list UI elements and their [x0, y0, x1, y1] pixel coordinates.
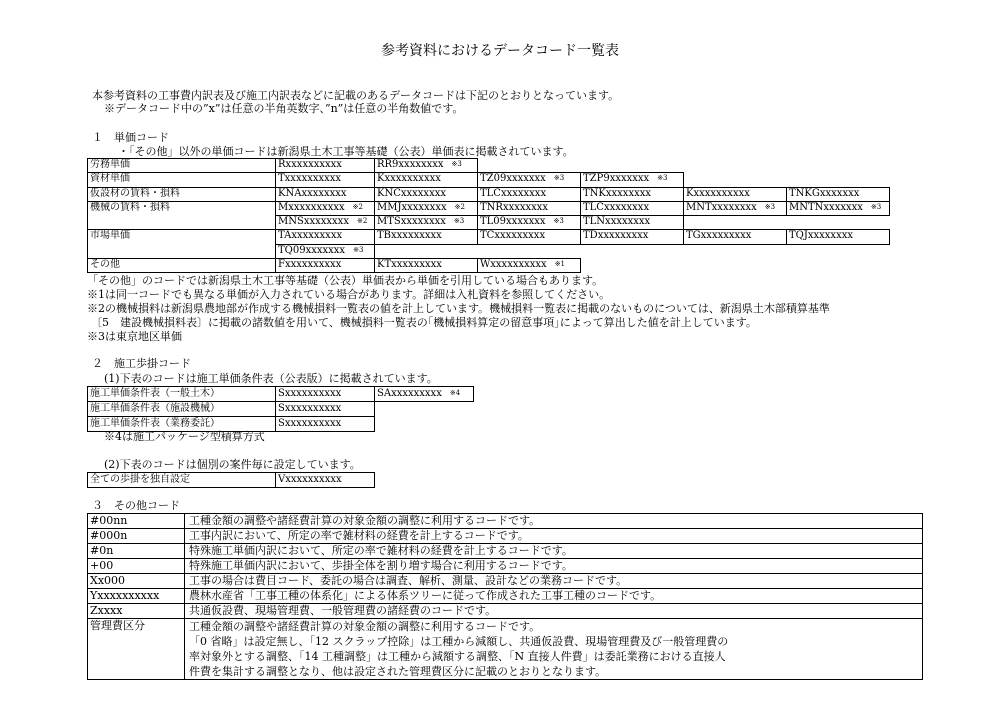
row-label: 仮設材の賃料・損料: [88, 187, 276, 201]
code-cell: [375, 259, 478, 273]
code-value: Sxxxxxxxxxx: [278, 388, 342, 399]
table-row: [88, 473, 375, 488]
other-code: #00nn: [88, 514, 185, 529]
code-value: TGxxxxxxxxx: [686, 230, 752, 242]
code-cell: [375, 216, 478, 230]
desc-line: 件費を集計する調整となり、他は設定された管理費区分に記載のとおりとなります。: [189, 665, 607, 678]
code-cell: [276, 159, 375, 173]
other-code: Xx000: [88, 574, 185, 589]
empty-cell: [478, 159, 581, 173]
code-cell: [276, 230, 375, 244]
table-row: [88, 230, 890, 244]
row-label: その他: [88, 259, 276, 273]
code-value: Kxxxxxxxxxx: [686, 187, 750, 199]
code-cell: [276, 187, 375, 201]
other-desc: [185, 574, 923, 589]
empty-cell: [787, 159, 890, 173]
other-code: #000n: [88, 529, 185, 544]
code-value: Vxxxxxxxxxx: [278, 474, 342, 485]
other-desc: [185, 559, 923, 574]
code-cell: [276, 402, 375, 417]
code-cell: [276, 387, 375, 402]
code-cell: [375, 159, 478, 173]
code-cell: [581, 216, 684, 230]
work-rate-public-table: [87, 386, 474, 432]
code-value: TDxxxxxxxxx: [583, 230, 649, 242]
code-note: ※3: [453, 217, 465, 226]
empty-cell: [375, 244, 478, 258]
code-value: TZ09xxxxxxx: [480, 173, 546, 185]
code-value: TLCxxxxxxxx: [480, 187, 547, 199]
empty-cell: [684, 244, 787, 258]
code-value: TNKxxxxxxxx: [583, 187, 652, 199]
code-note: ※3: [553, 217, 564, 226]
note4: ※4は施工パッケージ型積算方式: [104, 430, 265, 443]
other-desc: [185, 544, 923, 559]
code-value: TCxxxxxxxxx: [480, 230, 546, 242]
code-cell: [581, 201, 684, 215]
code-value: Kxxxxxxxxxx: [377, 173, 441, 185]
empty-cell: [787, 216, 890, 230]
code-value: TL09xxxxxxx: [480, 216, 546, 228]
table-row: [88, 159, 890, 173]
code-cell: [478, 201, 581, 215]
empty-cell: [684, 259, 787, 273]
code-value: TLCxxxxxxxx: [583, 201, 650, 213]
desc-line: 工事の場合は費目コード、委託の場合は調査、解析、測量、設計などの業務コードです。: [189, 574, 628, 587]
section2-sub2: (2)下表のコードは個別の案件毎に設定しています。: [104, 458, 361, 471]
other-desc: [185, 619, 923, 680]
intro-line-1: 本参考資料の工事費内訳表及び施工内訳表などに記載のあるデータコードは下記のとおりとなっています。: [92, 89, 620, 102]
empty-cell: [787, 244, 890, 258]
empty-cell: [581, 159, 684, 173]
table-row: [88, 402, 474, 417]
code-value: MMJxxxxxxxx: [377, 201, 447, 213]
other-desc: [185, 589, 923, 604]
code-note: ※3: [353, 245, 364, 254]
code-value: TQJxxxxxxxx: [789, 230, 853, 242]
code-cell: [276, 259, 375, 273]
row-label: 全ての歩掛を独自設定: [88, 473, 276, 488]
code-note: ※4: [449, 389, 461, 397]
code-cell: [787, 230, 890, 244]
section2-heading: ２ 施工歩掛コード: [92, 357, 191, 370]
code-note: ※3: [764, 202, 776, 211]
row-label: 労務単価: [88, 159, 276, 173]
code-value: KNCxxxxxxxx: [377, 187, 446, 199]
code-cell: [581, 187, 684, 201]
code-cell: [375, 173, 478, 187]
desc-line: 率対象外とする調整、「14 工種調整」は工種から減額する調整、「N 直接人件費」は委託業務における直接人: [189, 650, 726, 663]
code-note: ※2: [352, 202, 363, 211]
code-value: TAxxxxxxxxx: [278, 230, 343, 242]
table-row: [88, 544, 923, 559]
code-cell: [478, 259, 581, 273]
code-cell: [787, 187, 890, 201]
code-cell: [581, 230, 684, 244]
code-cell: [478, 230, 581, 244]
code-value: Fxxxxxxxxxx: [278, 259, 342, 271]
code-cell: [375, 187, 478, 201]
row-label: 機械の賃料・損料: [88, 201, 276, 230]
section1-note: ※2の機械損料は新潟県農地部が作成する機械損料一覧表の値を計上しています。機械損料一覧表に掲載のないものについては、新潟県土木部積算基準: [87, 302, 830, 315]
row-label: 施工単価条件表（一般土木）: [88, 387, 276, 402]
code-value: Sxxxxxxxxxx: [278, 403, 342, 414]
empty-cell: [787, 173, 890, 187]
code-value: MNSxxxxxxxx: [278, 216, 349, 228]
table-row: [88, 387, 474, 402]
table-row: [88, 619, 923, 680]
table-row: [88, 604, 923, 619]
empty-cell: [684, 216, 787, 230]
other-code: 管理費区分: [88, 619, 185, 680]
unit-price-code-table: [87, 158, 890, 273]
table-row: [88, 574, 923, 589]
code-value: Mxxxxxxxxxx: [278, 201, 345, 213]
code-note: ※3: [657, 174, 668, 183]
code-note: ※2: [356, 217, 368, 226]
code-value: MNTxxxxxxxx: [686, 201, 757, 213]
desc-line: 工種金額の調整や諸経費計算の対象金額の調整に利用するコードです。: [189, 620, 541, 633]
code-cell: [276, 216, 375, 230]
table-row: [88, 173, 890, 187]
other-desc: [185, 604, 923, 619]
table-row: [88, 514, 923, 529]
code-cell: [276, 417, 375, 432]
intro-line-2: ※データコード中の”x”は任意の半角英数字、”n”は任意の半角数値です。: [104, 102, 464, 115]
code-cell: [684, 187, 787, 201]
section1-notes: [87, 274, 830, 344]
code-value: SAxxxxxxxxx: [377, 388, 442, 399]
section1-note: ※3は東京地区単価: [87, 330, 182, 343]
code-cell: [478, 187, 581, 201]
empty-cell: [787, 259, 890, 273]
code-cell: [375, 230, 478, 244]
code-note: ※1: [554, 260, 566, 269]
desc-line: 共通仮設費、現場管理費、一般管理費の諸経費のコードです。: [189, 604, 497, 617]
row-label: 市場単価: [88, 230, 276, 259]
code-value: TLNxxxxxxxx: [583, 216, 651, 228]
section1-note: ※1は同一コードでも異なる単価が入力されている場合があります。詳細は入札資料を参照してください。: [87, 288, 611, 301]
page-title: 参考資料におけるデータコード一覧表: [381, 43, 619, 59]
empty-cell: [581, 259, 684, 273]
desc-line: 農林水産省「工事工種の体系化」による体系ツリーに従って作成された工事工種のコードです。: [189, 589, 662, 602]
section3-heading: ３ その他コード: [92, 499, 180, 512]
code-cell: [684, 201, 787, 215]
code-value: MTSxxxxxxxx: [377, 216, 446, 228]
code-value: KTxxxxxxxxx: [377, 259, 442, 271]
code-value: RR9xxxxxxxx: [377, 159, 444, 170]
code-cell: [276, 201, 375, 215]
code-note: ※3: [553, 174, 565, 183]
code-value: TBxxxxxxxxx: [377, 230, 442, 242]
code-cell: [478, 173, 581, 187]
section1-note: 〔5 建設機械損料表〕に掲載の諸数値を用いて、機械損料一覧表の｢機械損料算定の留意事項｣によって算出した値を計上しています。: [91, 316, 757, 329]
other-code: Zxxxx: [88, 604, 185, 619]
row-label: 施工単価条件表（業務委託）: [88, 417, 276, 432]
code-cell: [684, 230, 787, 244]
code-note: ※2: [454, 202, 465, 211]
code-value: TZP9xxxxxxx: [583, 173, 650, 185]
code-value: TQ09xxxxxxx: [278, 244, 346, 256]
code-note: ※3: [451, 160, 462, 168]
desc-line: 特殊施工単価内訳において、歩掛全体を割り増す場合に利用するコードです。: [189, 559, 573, 572]
table-row: [88, 201, 890, 215]
other-code: +00: [88, 559, 185, 574]
empty-cell: [581, 244, 684, 258]
other-desc: [185, 514, 923, 529]
desc-line: 工事内訳において、所定の率で雑材料の経費を計上するコードです。: [189, 529, 529, 542]
section1-note: 「その他」のコードでは新潟県土木工事等基礎（公表）単価表から単価を引用している場合もあります。: [87, 274, 604, 287]
code-cell: [276, 173, 375, 187]
table-row: [88, 187, 890, 201]
code-cell: [375, 201, 478, 215]
code-cell: [276, 244, 375, 258]
code-cell: [276, 473, 375, 488]
code-value: TNRxxxxxxxx: [480, 201, 549, 213]
code-value: Wxxxxxxxxxx: [480, 259, 547, 271]
code-value: MNTNxxxxxxx: [789, 201, 863, 213]
section2-sub1: (1)下表のコードは施工単価条件表（公表版）に掲載されています。: [104, 372, 438, 385]
desc-line: 特殊施工単価内訳において、所定の率で雑材料の経費を計上するコードです。: [189, 544, 573, 557]
code-cell: [787, 201, 890, 215]
section1-subheading: ・「その他」以外の単価コードは新潟県土木工事等基礎（公表）単価表に掲載されています。: [118, 145, 574, 158]
table-row: [88, 559, 923, 574]
other-code: #0n: [88, 544, 185, 559]
code-value: Sxxxxxxxxxx: [278, 418, 342, 429]
other-code: Yxxxxxxxxxx: [88, 589, 185, 604]
section1-heading: １ 単価コード: [92, 131, 169, 144]
table-row: [88, 529, 923, 544]
row-label: 資材単価: [88, 173, 276, 187]
other-code-table: [87, 513, 923, 680]
code-value: KNAxxxxxxxx: [278, 187, 347, 199]
empty-cell: [684, 159, 787, 173]
desc-line: 工種金額の調整や諸経費計算の対象金額の調整に利用するコードです。: [189, 514, 541, 527]
code-cell: [581, 173, 684, 187]
code-value: TNKGxxxxxxx: [789, 187, 860, 199]
code-cell: [478, 216, 581, 230]
row-label: 施工単価条件表（施設機械）: [88, 402, 276, 417]
code-note: ※3: [870, 202, 882, 211]
code-value: Rxxxxxxxxxx: [278, 159, 342, 170]
code-value: Txxxxxxxxxx: [278, 173, 342, 185]
table-row: [88, 589, 923, 604]
table-row: [88, 259, 890, 273]
empty-cell: [684, 173, 787, 187]
code-cell: [375, 387, 474, 402]
desc-line: 「0 省略」は設定無し、「12 スクラップ控除」は工種から減額し、共通仮設費、現場管理費及び一般管理費の: [189, 635, 729, 648]
empty-cell: [478, 244, 581, 258]
work-rate-custom-table: [87, 472, 375, 488]
other-desc: [185, 529, 923, 544]
